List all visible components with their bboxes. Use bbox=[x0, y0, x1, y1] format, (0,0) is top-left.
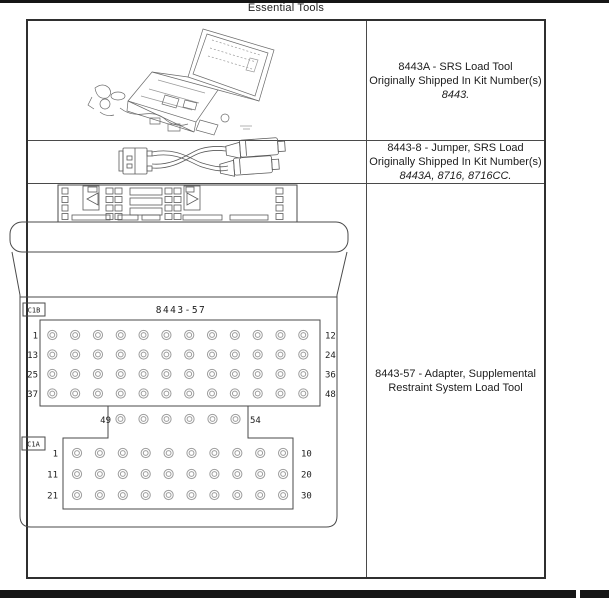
pin-label: 11 bbox=[47, 470, 58, 481]
adapter-pinout-diagram bbox=[0, 178, 360, 538]
arrow-left-icon bbox=[87, 193, 98, 205]
tool-name: 8443-8 - Jumper, SRS Load bbox=[387, 142, 524, 154]
tool-kit-numbers: 8443A, 8716, 8716CC. bbox=[399, 170, 512, 182]
adapter-body-outline bbox=[10, 222, 348, 527]
bottom-bar-notch bbox=[576, 590, 580, 598]
pin-label: 25 bbox=[27, 370, 38, 381]
tool-description-8443a bbox=[367, 21, 544, 140]
c1b-label: C1B bbox=[27, 306, 41, 315]
pin-label: 1 bbox=[52, 449, 58, 460]
figure-caption-marks bbox=[240, 126, 252, 129]
tool-description-8443-8 bbox=[367, 141, 544, 183]
pin-label: 37 bbox=[27, 390, 38, 400]
tool-name: 8443-57 - Adapter, Supplemental bbox=[375, 367, 536, 380]
tool-kit-numbers: 8443. bbox=[441, 88, 470, 101]
pin-label: 36 bbox=[325, 370, 336, 381]
c1b-pin-grid bbox=[27, 330, 336, 400]
pin-label-49: 49 bbox=[100, 416, 111, 426]
pin-label: 24 bbox=[325, 351, 336, 361]
page-title: Essential Tools bbox=[247, 2, 325, 14]
pin-label: 48 bbox=[325, 390, 336, 400]
connector-face bbox=[58, 185, 297, 222]
pin-label: 12 bbox=[325, 331, 336, 342]
tool-description-8443-57 bbox=[367, 184, 544, 577]
tool-name-line2: Restraint System Load Tool bbox=[388, 381, 523, 394]
part-number-label: 8443-57 bbox=[155, 305, 207, 316]
mid-pin-row bbox=[116, 414, 240, 423]
arrow-right-icon bbox=[187, 193, 198, 205]
tool-shipped-text: Originally Shipped In Kit Number(s) bbox=[369, 156, 542, 168]
pin-label: 10 bbox=[301, 449, 312, 460]
pin-label-54: 54 bbox=[250, 416, 261, 426]
pin-label: 20 bbox=[301, 470, 312, 481]
bottom-frame-bar bbox=[0, 590, 609, 598]
jumper-illustration bbox=[100, 138, 310, 180]
srs-load-tool-case-illustration bbox=[85, 20, 305, 135]
tool-shipped-text: Originally Shipped In Kit Number(s) bbox=[369, 74, 542, 87]
c1a-pin-grid bbox=[47, 448, 312, 501]
pin-label: 13 bbox=[27, 351, 38, 361]
c1a-label: C1A bbox=[27, 440, 40, 449]
pin-label: 30 bbox=[301, 491, 312, 502]
tool-name: 8443A - SRS Load Tool bbox=[398, 60, 513, 73]
pin-label: 21 bbox=[47, 491, 58, 502]
pin-label: 1 bbox=[32, 331, 38, 342]
